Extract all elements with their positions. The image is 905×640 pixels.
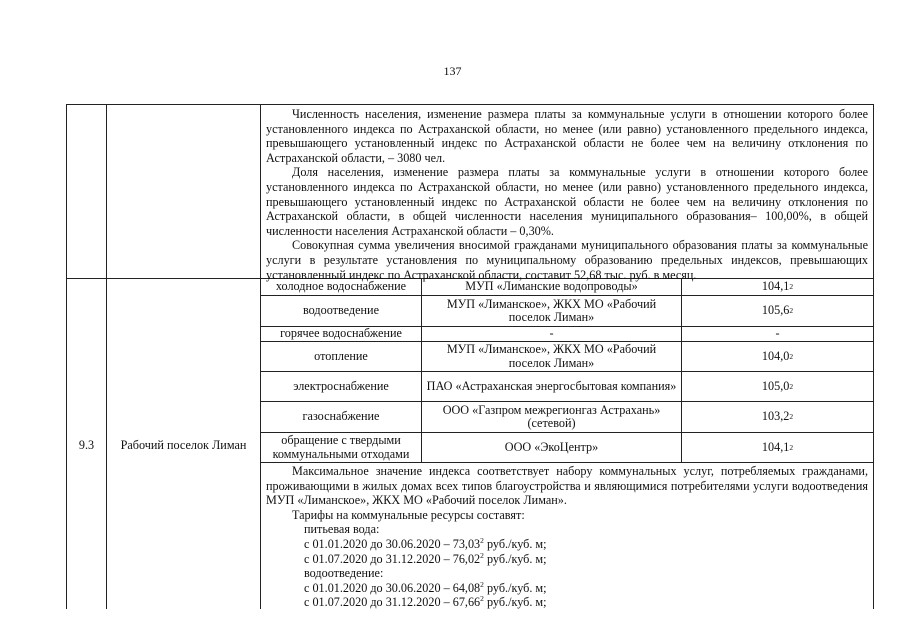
service-provider: ООО «Газпром межрегионгаз Астрахань» (сетевой) <box>442 402 661 430</box>
index-value: 104,1 <box>761 279 790 294</box>
tariff-unit: руб./куб. м; <box>483 595 547 610</box>
water-tariff-1 <box>304 537 868 552</box>
max-index-paragraph: Максимальное значение индекса соответствует набору коммунальных услуг, потребляемых гражданами, проживающими в жилых домах всех типов благоустройства и являющимися потребителями услуги водоотведения МУП «Лиманское», ЖКХ МО «Рабочий поселок Лиман». <box>266 464 868 508</box>
index-value: 105,6 <box>761 303 790 318</box>
service-row-divider <box>260 462 874 463</box>
service-index: 104,1 2 <box>761 439 794 454</box>
population-paragraph: Численность населения, изменение размера платы за коммунальные услуги в отношении которого более установленного индекса по Астраханской области, но менее (или равно) установленного предельного индекса, превышающего установленный индекс по Астраханской области не более чем на величину отклонения по Астраханской области, – 3080 чел. <box>266 107 868 165</box>
page-number: 137 <box>443 64 462 78</box>
municipality-name: Рабочий поселок Лиман <box>120 438 247 452</box>
service-index: 103,2 2 <box>761 409 794 424</box>
service-provider: МУП «Лиманские водопроводы» <box>465 279 638 294</box>
population-share-paragraph: Доля населения, изменение размера платы за коммунальные услуги в отношении которого более установленного индекса по Астраханской области, но менее (или равно) установленного предельного индекса, превышающего установленный индекс по Астраханской области не более чем на величину отклонения по Астраханской области, в общей численности населения муниципального образования– 100,00%, в общей численности населения Астраханской области – 0,30%. <box>266 165 868 238</box>
service-name: водоотведение <box>303 303 379 318</box>
drain-tariff-2 <box>304 595 868 610</box>
service-name: газоснабжение <box>302 409 380 424</box>
index-value: 104,0 <box>761 348 790 363</box>
total-increase-paragraph: Совокупная сумма увеличения вносимой гражданами муниципального образования платы за коммунальные услуги в результате установления по муниципальному образованию предельных индексов, превышающих установленный индекс по Астраханской области, составит 52,68 тыс. руб. в месяц. <box>266 238 868 282</box>
service-name: обращение с твердыми коммунальными отходами <box>272 433 410 461</box>
tariffs-title: Тарифы на коммунальные ресурсы составят: <box>292 507 525 522</box>
index-value: 104,1 <box>761 439 790 454</box>
drain-label: водоотведение: <box>304 566 384 581</box>
index-value: - <box>775 326 780 341</box>
footnote-marker: 2 <box>480 550 484 560</box>
service-provider: ПАО «Астраханская энергосбытовая компания» <box>426 378 677 393</box>
service-index <box>682 327 873 341</box>
footnote-marker: 2 <box>480 579 484 589</box>
tariff-text: с 01.07.2020 до 31.12.2020 – 76,02 <box>304 551 481 566</box>
table-border-right <box>873 104 874 609</box>
service-name: отопление <box>314 348 368 363</box>
table-border-left <box>66 104 67 609</box>
tariffs-list <box>266 508 868 610</box>
water-tariff-2 <box>304 552 868 567</box>
index-value: 105,0 <box>761 378 790 393</box>
tariff-unit: руб./куб. м; <box>483 536 547 551</box>
service-provider: - <box>549 326 554 341</box>
service-index: 104,1 2 <box>761 279 794 294</box>
tariff-unit: руб./куб. м; <box>483 551 547 566</box>
drain-tariff-1 <box>304 581 868 596</box>
footnote-marker: 2 <box>480 594 484 604</box>
tariff-text: с 01.01.2020 до 30.06.2020 – 64,08 <box>304 580 481 595</box>
tariff-unit: руб./куб. м; <box>483 580 547 595</box>
index-value: 103,2 <box>761 409 790 424</box>
service-index: 105,6 2 <box>761 303 794 318</box>
footnote-marker: 2 <box>480 535 484 545</box>
service-name: холодное водоснабжение <box>275 279 407 294</box>
tariff-text: с 01.07.2020 до 31.12.2020 – 67,66 <box>304 595 481 610</box>
column-divider-1 <box>106 104 107 609</box>
service-name: горячее водоснабжение <box>280 326 402 341</box>
bottom-text-block <box>266 464 868 610</box>
data-table <box>66 104 874 609</box>
service-name: электроснабжение <box>293 378 389 393</box>
table-border-top <box>66 104 874 105</box>
service-provider: МУП «Лиманское», ЖКХ МО «Рабочий поселок Лиман» <box>446 296 657 324</box>
tariff-text: с 01.01.2020 до 30.06.2020 – 73,03 <box>304 536 481 551</box>
water-label: питьевая вода: <box>304 522 380 537</box>
service-index: 104,0 2 <box>761 348 794 363</box>
service-provider: МУП «Лиманское», ЖКХ МО «Рабочий поселок Лиман» <box>446 342 657 370</box>
row-number: 9.3 <box>78 438 95 452</box>
top-text-block <box>266 107 868 282</box>
service-index: 105,0 2 <box>761 378 794 393</box>
service-provider: ООО «ЭкоЦентр» <box>504 439 599 454</box>
